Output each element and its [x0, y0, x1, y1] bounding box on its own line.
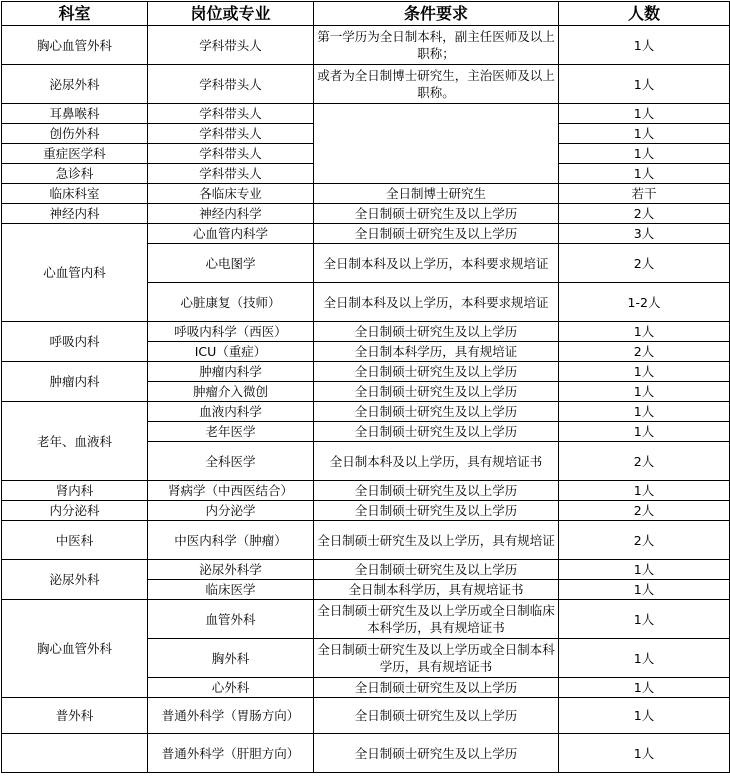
- post-cell: 全科医学: [148, 442, 314, 481]
- col-header-dept: 科室: [2, 2, 148, 26]
- table-row: [2, 224, 730, 244]
- dept-cell: 急诊科: [2, 164, 148, 184]
- cond-cell: 全日制硕士研究生及以上学历: [314, 382, 559, 402]
- count-cell: 1人: [559, 322, 730, 342]
- count-cell: 1人: [559, 678, 730, 698]
- count-cell: 1人: [559, 104, 730, 124]
- post-cell: 呼吸内科学（西医）: [148, 322, 314, 342]
- post-cell: 老年医学: [148, 422, 314, 442]
- count-cell: 1人: [559, 362, 730, 382]
- dept-cell: 内分泌科: [2, 501, 148, 521]
- table-row: [2, 600, 730, 639]
- cond-cell: 全日制硕士研究生及以上学历: [314, 560, 559, 580]
- post-cell: 各临床专业: [148, 184, 314, 204]
- post-cell: 学科带头人: [148, 124, 314, 144]
- dept-cell: 胸心血管外科: [2, 26, 148, 65]
- post-cell: 内分泌学: [148, 501, 314, 521]
- post-cell: 泌尿外科学: [148, 560, 314, 580]
- cond-cell: 全日制博士研究生: [314, 184, 559, 204]
- post-cell: 肿瘤介入微创: [148, 382, 314, 402]
- post-cell: 学科带头人: [148, 144, 314, 164]
- count-cell: 1人: [559, 698, 730, 734]
- cond-cell: 全日制硕士研究生及以上学历: [314, 481, 559, 501]
- count-cell: 1人: [559, 65, 730, 104]
- post-cell: 肿瘤内科学: [148, 362, 314, 382]
- count-cell: 1-2人: [559, 283, 730, 322]
- cond-cell: 全日制硕士研究生及以上学历: [314, 422, 559, 442]
- cond-cell: 全日制本科学历，具有规培证书: [314, 580, 559, 600]
- table-row: [2, 402, 730, 422]
- post-cell: 学科带头人: [148, 164, 314, 184]
- count-cell: 2人: [559, 501, 730, 521]
- count-cell: 3人: [559, 224, 730, 244]
- count-cell: 1人: [559, 560, 730, 580]
- post-cell: 临床医学: [148, 580, 314, 600]
- post-cell: 血管外科: [148, 600, 314, 639]
- dept-cell: 泌尿外科: [2, 65, 148, 104]
- count-cell: 1人: [559, 382, 730, 402]
- post-cell: 中医内科学（肿瘤）: [148, 521, 314, 560]
- table-row: [2, 184, 730, 204]
- count-cell: 2人: [559, 244, 730, 283]
- dept-cell: 临床科室: [2, 184, 148, 204]
- dept-cell: 肾内科: [2, 481, 148, 501]
- count-cell: 1人: [559, 402, 730, 422]
- cond-cell: 全日制本科及以上学历，本科要求规培证: [314, 244, 559, 283]
- table-row: [2, 26, 730, 65]
- count-cell: 1人: [559, 734, 730, 773]
- header-row: [2, 2, 730, 26]
- dept-cell: 心血管内科: [2, 224, 148, 322]
- cond-cell: [314, 104, 559, 184]
- col-header-cond: 条件要求: [314, 2, 559, 26]
- cond-cell: 全日制硕士研究生及以上学历或全日制临床本科学历，具有规培证书: [314, 600, 559, 639]
- table-row: [2, 65, 730, 104]
- cond-cell: 全日制本科及以上学历，本科要求规培证: [314, 283, 559, 322]
- dept-cell: 呼吸内科: [2, 322, 148, 362]
- count-cell: 1人: [559, 600, 730, 639]
- cond-cell: 全日制硕士研究生及以上学历: [314, 698, 559, 734]
- cond-cell: 全日制本科学历，具有规培证: [314, 342, 559, 362]
- post-cell: 神经内科学: [148, 204, 314, 224]
- post-cell: 学科带头人: [148, 26, 314, 65]
- dept-cell: 胸心血管外科: [2, 600, 148, 698]
- post-cell: 普通外科学（胃肠方向）: [148, 698, 314, 734]
- count-cell: 1人: [559, 580, 730, 600]
- count-cell: 2人: [559, 442, 730, 481]
- table-row: [2, 481, 730, 501]
- post-cell: 学科带头人: [148, 104, 314, 124]
- cond-cell: 全日制硕士研究生及以上学历，具有规培证: [314, 521, 559, 560]
- post-cell: 肾病学（中西医结合）: [148, 481, 314, 501]
- recruitment-table: [1, 1, 730, 773]
- col-header-count: 人数: [559, 2, 730, 26]
- count-cell: 2人: [559, 204, 730, 224]
- dept-cell: 中医科: [2, 521, 148, 560]
- cond-cell: 全日制本科及以上学历，具有规培证书: [314, 442, 559, 481]
- cond-cell: 全日制硕士研究生及以上学历: [314, 204, 559, 224]
- dept-cell: 普外科: [2, 698, 148, 734]
- cond-cell: 全日制硕士研究生及以上学历: [314, 362, 559, 382]
- post-cell: ICU（重症）: [148, 342, 314, 362]
- post-cell: 心电图学: [148, 244, 314, 283]
- cond-cell: 全日制硕士研究生及以上学历: [314, 402, 559, 422]
- post-cell: 胸外科: [148, 639, 314, 678]
- dept-cell: [2, 734, 148, 773]
- dept-cell: 泌尿外科: [2, 560, 148, 600]
- table-row: [2, 734, 730, 773]
- table-row: [2, 521, 730, 560]
- cond-cell: 全日制硕士研究生及以上学历: [314, 224, 559, 244]
- count-cell: 1人: [559, 481, 730, 501]
- post-cell: 心外科: [148, 678, 314, 698]
- table-row: [2, 560, 730, 580]
- count-cell: 1人: [559, 639, 730, 678]
- table-row: [2, 322, 730, 342]
- dept-cell: 神经内科: [2, 204, 148, 224]
- table-row: [2, 104, 730, 124]
- count-cell: 1人: [559, 124, 730, 144]
- cond-cell: 第一学历为全日制本科，副主任医师及以上职称；: [314, 26, 559, 65]
- col-header-post: 岗位或专业: [148, 2, 314, 26]
- table-row: [2, 501, 730, 521]
- post-cell: 血液内科学: [148, 402, 314, 422]
- post-cell: 心血管内科学: [148, 224, 314, 244]
- count-cell: 1人: [559, 422, 730, 442]
- post-cell: 心脏康复（技师）: [148, 283, 314, 322]
- table-row: [2, 362, 730, 382]
- count-cell: 2人: [559, 521, 730, 560]
- count-cell: 1人: [559, 26, 730, 65]
- dept-cell: 重症医学科: [2, 144, 148, 164]
- count-cell: 若干: [559, 184, 730, 204]
- count-cell: 1人: [559, 144, 730, 164]
- cond-cell: 全日制硕士研究生及以上学历: [314, 322, 559, 342]
- cond-cell: 或者为全日制博士研究生，主治医师及以上职称。: [314, 65, 559, 104]
- table-row: [2, 204, 730, 224]
- dept-cell: 耳鼻喉科: [2, 104, 148, 124]
- count-cell: 1人: [559, 164, 730, 184]
- post-cell: 普通外科学（肝胆方向）: [148, 734, 314, 773]
- dept-cell: 肿瘤内科: [2, 362, 148, 402]
- cond-cell: 全日制硕士研究生及以上学历: [314, 734, 559, 773]
- cond-cell: 全日制硕士研究生及以上学历或全日制本科学历，具有规培证书: [314, 639, 559, 678]
- cond-cell: 全日制硕士研究生及以上学历: [314, 501, 559, 521]
- table-row: [2, 698, 730, 734]
- dept-cell: 创伤外科: [2, 124, 148, 144]
- cond-cell: 全日制硕士研究生及以上学历: [314, 678, 559, 698]
- count-cell: 2人: [559, 342, 730, 362]
- post-cell: 学科带头人: [148, 65, 314, 104]
- dept-cell: 老年、血液科: [2, 402, 148, 481]
